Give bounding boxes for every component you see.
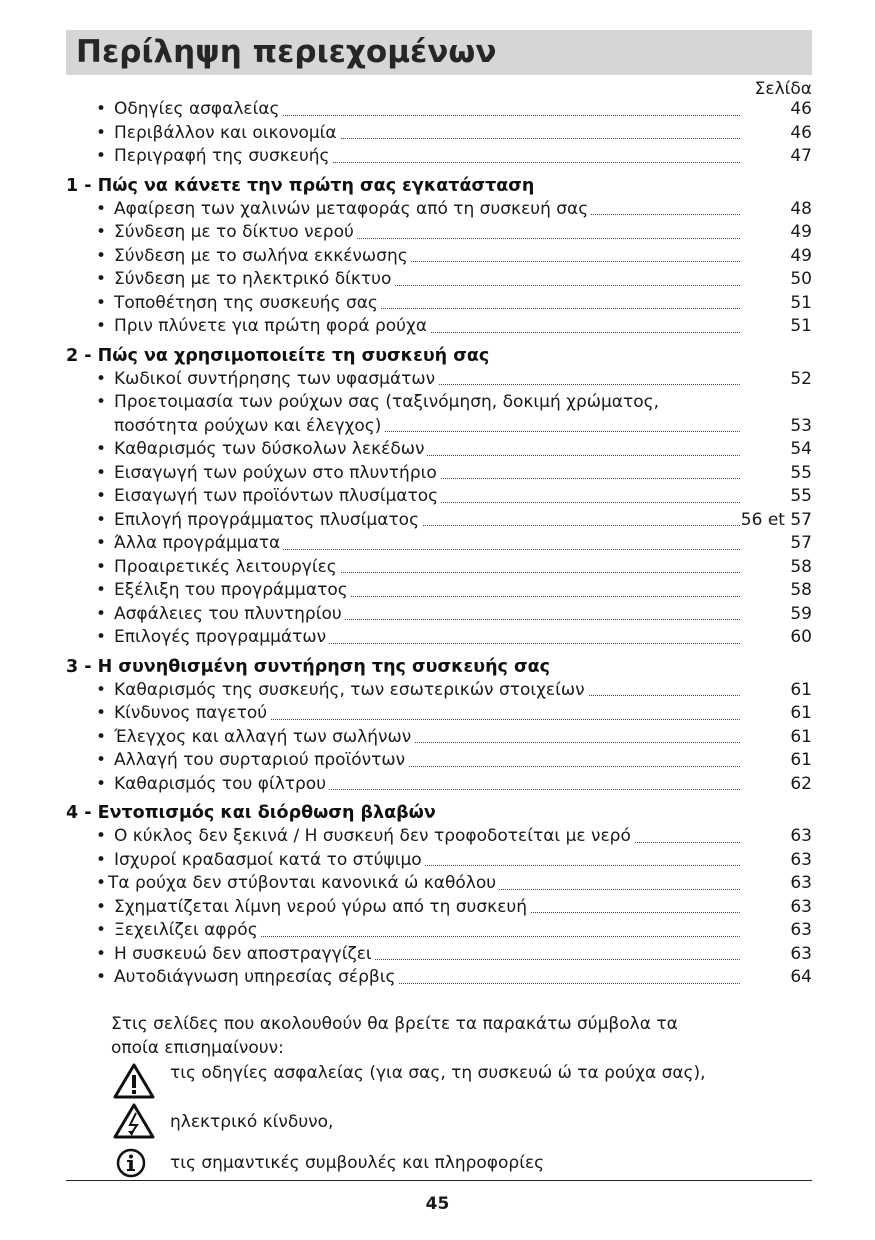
bullet: • xyxy=(96,703,107,723)
page-title: Περίληψη περιεχομένων xyxy=(66,30,812,75)
toc-entry-text: Αυτοδιάγνωση υπηρεσίας σέρβις xyxy=(114,967,398,987)
toc-entry-text: Περιγραφή της συσκευής xyxy=(114,146,333,166)
toc-entry xyxy=(66,438,812,462)
toc-entry-page: 63 xyxy=(790,920,812,940)
table-of-contents xyxy=(66,98,812,990)
toc-entry xyxy=(66,98,812,122)
bullet: • xyxy=(96,849,107,870)
toc-entry xyxy=(66,245,812,269)
info-icon xyxy=(113,1148,155,1180)
toc-entry-text: Αλλαγή του συρταριού προϊόντων xyxy=(114,750,408,770)
toc-entry-page: 57 xyxy=(790,533,812,553)
page-number: 45 xyxy=(425,1194,450,1214)
toc-entry-page: 50 xyxy=(790,269,812,289)
toc-entry xyxy=(66,391,812,438)
toc-entry xyxy=(66,509,812,533)
legend-intro: Στις σελίδες που ακολουθούν θα βρείτε τα παρακάτω σύμβολα τα οποία επισημαίνουν: xyxy=(111,1014,678,1058)
bullet: • xyxy=(96,896,107,917)
bullet: • xyxy=(96,967,107,987)
toc-entry-text: Καθαρισμός των δύσκολων λεκέδων xyxy=(114,439,427,459)
toc-entry-page: 48 xyxy=(790,198,812,219)
toc-entry-text: Άλλα προγράμματα xyxy=(114,533,283,553)
toc-entry-page: 52 xyxy=(790,368,812,389)
toc-entry-text: Οδηγίες ασφαλείας xyxy=(114,99,283,119)
toc-entry-page: 47 xyxy=(790,146,812,166)
bullet: • xyxy=(96,943,107,964)
toc-entry-page: 58 xyxy=(790,556,812,577)
bullet: • xyxy=(96,920,107,940)
toc-entry-text: Σύνδεση με το δίκτυο νερού xyxy=(114,222,357,242)
toc-entry xyxy=(66,966,812,990)
toc-entry xyxy=(66,702,812,726)
toc-entry-text: Σύνδεση με το ηλεκτρικό δίκτυο xyxy=(114,269,394,289)
toc-entry-page: 54 xyxy=(790,439,812,459)
toc-entry xyxy=(66,825,812,849)
toc-entry xyxy=(66,679,812,703)
toc-entry-page: 56 et 57 xyxy=(740,509,812,530)
toc-entry-text: Καθαρισμός της συσκευής, των εσωτερικών στοιχείων xyxy=(114,680,588,700)
toc-entry-text: Τοποθέτηση της συσκευής σας xyxy=(114,293,381,313)
toc-entry-page: 61 xyxy=(790,726,812,747)
toc-entry-text: Εισαγωγή των ρούχων στο πλυντήριο xyxy=(114,463,440,483)
toc-entry xyxy=(66,943,812,967)
toc-entry-page: 62 xyxy=(790,773,812,794)
bullet: • xyxy=(96,679,107,700)
bullet: • xyxy=(96,222,107,242)
toc-entry-text: Προετοιμασία των ρούχων σας (ταξινόμηση, δοκιμή χρώματος, xyxy=(114,392,660,412)
bullet: • xyxy=(96,198,107,219)
bullet: • xyxy=(96,269,107,289)
toc-entry xyxy=(66,145,812,169)
toc-entry xyxy=(66,268,812,292)
toc-entry-text: Σχηματίζεται λίμνη νερού γύρω από τη συσκευή xyxy=(114,897,530,917)
bullet: • xyxy=(96,368,107,389)
bullet: • xyxy=(96,439,107,459)
legend-safety-text: τις οδηγίες ασφαλείας (για σας, τη συσκευώ ώ τα ρούχα σας), xyxy=(170,1063,706,1083)
section-heading: 2 - Πώς να χρησιμοποιείτε τη συσκευή σας xyxy=(66,345,490,366)
toc-entry-page: 46 xyxy=(790,122,812,143)
toc-entry-text: Τα ρούχα δεν στύβονται κανονικά ώ καθόλου xyxy=(108,873,499,893)
toc-entry-page: 55 xyxy=(790,486,812,506)
toc-entry xyxy=(66,726,812,750)
toc-entry xyxy=(66,626,812,650)
toc-entry xyxy=(66,532,812,556)
toc-entry-text: Αφαίρεση των χαλινών μεταφοράς από τη συσκευή σας xyxy=(114,199,591,219)
toc-entry-text: Ισχυροί κραδασμοί κατά το στύψιμο xyxy=(114,850,425,870)
toc-entry-page: 63 xyxy=(790,896,812,917)
toc-entry xyxy=(66,462,812,486)
bullet: • xyxy=(96,603,107,624)
toc-entry-text: Η συσκευώ δεν αποστραγγίζει xyxy=(114,944,375,964)
toc-entry-text: Επιλογές προγραμμάτων xyxy=(114,627,329,647)
section-heading: 1 - Πώς να κάνετε την πρώτη σας εγκατάσταση xyxy=(66,175,535,196)
toc-entry-page: 51 xyxy=(790,292,812,313)
toc-entry-text: Ο κύκλος δεν ξεκινά / Η συσκευή δεν τροφοδοτείται με νερό xyxy=(114,826,634,846)
toc-entry-page: 63 xyxy=(790,849,812,870)
footer-rule xyxy=(66,1180,812,1181)
bullet: • xyxy=(96,99,107,119)
bullet: • xyxy=(96,556,107,577)
bullet: • xyxy=(96,462,107,483)
toc-entry-text: Περιβάλλον και οικονομία xyxy=(114,123,340,143)
bullet: • xyxy=(96,245,107,266)
bullet: • xyxy=(96,627,107,647)
toc-entry xyxy=(66,198,812,222)
bullet: • xyxy=(96,292,107,313)
toc-entry xyxy=(66,485,812,509)
toc-entry xyxy=(66,749,812,773)
section-heading: 3 - Η συνηθισμένη συντήρηση της συσκευής σας xyxy=(66,656,551,677)
toc-entry xyxy=(66,122,812,146)
bullet: • xyxy=(96,580,107,600)
toc-entry xyxy=(66,221,812,245)
electric-hazard-icon xyxy=(113,1103,155,1139)
toc-entry-page: 61 xyxy=(790,750,812,770)
toc-entry-page: 61 xyxy=(790,703,812,723)
section-heading: 4 - Εντοπισμός και διόρθωση βλαβών xyxy=(66,803,436,823)
toc-entry-page: 59 xyxy=(790,603,812,624)
toc-entry-page: 63 xyxy=(790,826,812,846)
bullet: • xyxy=(96,773,107,794)
toc-entry-text: Κίνδυνος παγετού xyxy=(114,703,270,723)
toc-entry-page: 49 xyxy=(790,245,812,266)
bullet: • xyxy=(96,750,107,770)
bullet: • xyxy=(96,826,107,846)
toc-entry xyxy=(66,292,812,316)
toc-entry-text: Ασφάλειες του πλυντηρίου xyxy=(114,604,345,624)
bullet: • xyxy=(96,486,107,506)
bullet: • xyxy=(96,392,107,412)
toc-entry-text: Εισαγωγή των προϊόντων πλυσίματος xyxy=(114,486,441,506)
toc-entry xyxy=(66,315,812,339)
toc-entry xyxy=(66,872,812,896)
toc-entry-text: Εξέλιξη του προγράμματος xyxy=(114,580,351,600)
toc-entry-text: Καθαρισμός του φίλτρου xyxy=(114,774,329,794)
toc-entry-page: 46 xyxy=(790,99,812,119)
toc-entry xyxy=(66,603,812,627)
toc-entry-page: 55 xyxy=(790,462,812,483)
toc-entry-page: 63 xyxy=(790,943,812,964)
toc-entry-text: Πριν πλύνετε για πρώτη φορά ρούχα xyxy=(114,316,430,336)
toc-entry-page: 58 xyxy=(790,580,812,600)
toc-entry-text: Έλεγχος και αλλαγή των σωλήνων xyxy=(114,727,414,747)
toc-entry xyxy=(66,896,812,920)
toc-entry xyxy=(66,849,812,873)
bullet: • xyxy=(96,873,107,893)
bullet: • xyxy=(96,533,107,553)
toc-entry xyxy=(66,773,812,797)
legend-electric-text: ηλεκτρικό κίνδυνο, xyxy=(170,1112,334,1132)
toc-entry-text: Ξεχειλίζει αφρός xyxy=(114,920,261,940)
toc-entry-text: Προαιρετικές λειτουργίες xyxy=(114,557,340,577)
toc-entry-page: 64 xyxy=(790,967,812,987)
bullet: • xyxy=(96,509,107,530)
toc-entry-text-continued: ποσότητα ρούχων και έλεγχος) xyxy=(114,416,384,436)
toc-entry-page: 49 xyxy=(790,222,812,242)
page-column-header: Σελίδα xyxy=(754,79,812,99)
bullet: • xyxy=(96,316,107,336)
toc-entry xyxy=(66,919,812,943)
toc-entry xyxy=(66,579,812,603)
warning-triangle-icon xyxy=(113,1063,155,1099)
toc-entry-page: 61 xyxy=(790,679,812,700)
toc-entry-text: Κωδικοί συντήρησης των υφασμάτων xyxy=(114,369,438,389)
bullet: • xyxy=(96,122,107,143)
toc-entry-page: 53 xyxy=(790,415,812,436)
bullet: • xyxy=(96,146,107,166)
toc-entry-page: 51 xyxy=(790,316,812,336)
toc-entry-page: 60 xyxy=(790,627,812,647)
legend-info-text: τις σημαντικές συμβουλές και πληροφορίες xyxy=(170,1153,545,1173)
toc-entry-text: Σύνδεση με το σωλήνα εκκένωσης xyxy=(114,246,411,266)
bullet: • xyxy=(96,726,107,747)
toc-entry xyxy=(66,556,812,580)
toc-entry-text: Επιλογή προγράμματος πλυσίματος xyxy=(114,510,422,530)
toc-entry xyxy=(66,368,812,392)
toc-entry-page: 63 xyxy=(790,873,812,893)
